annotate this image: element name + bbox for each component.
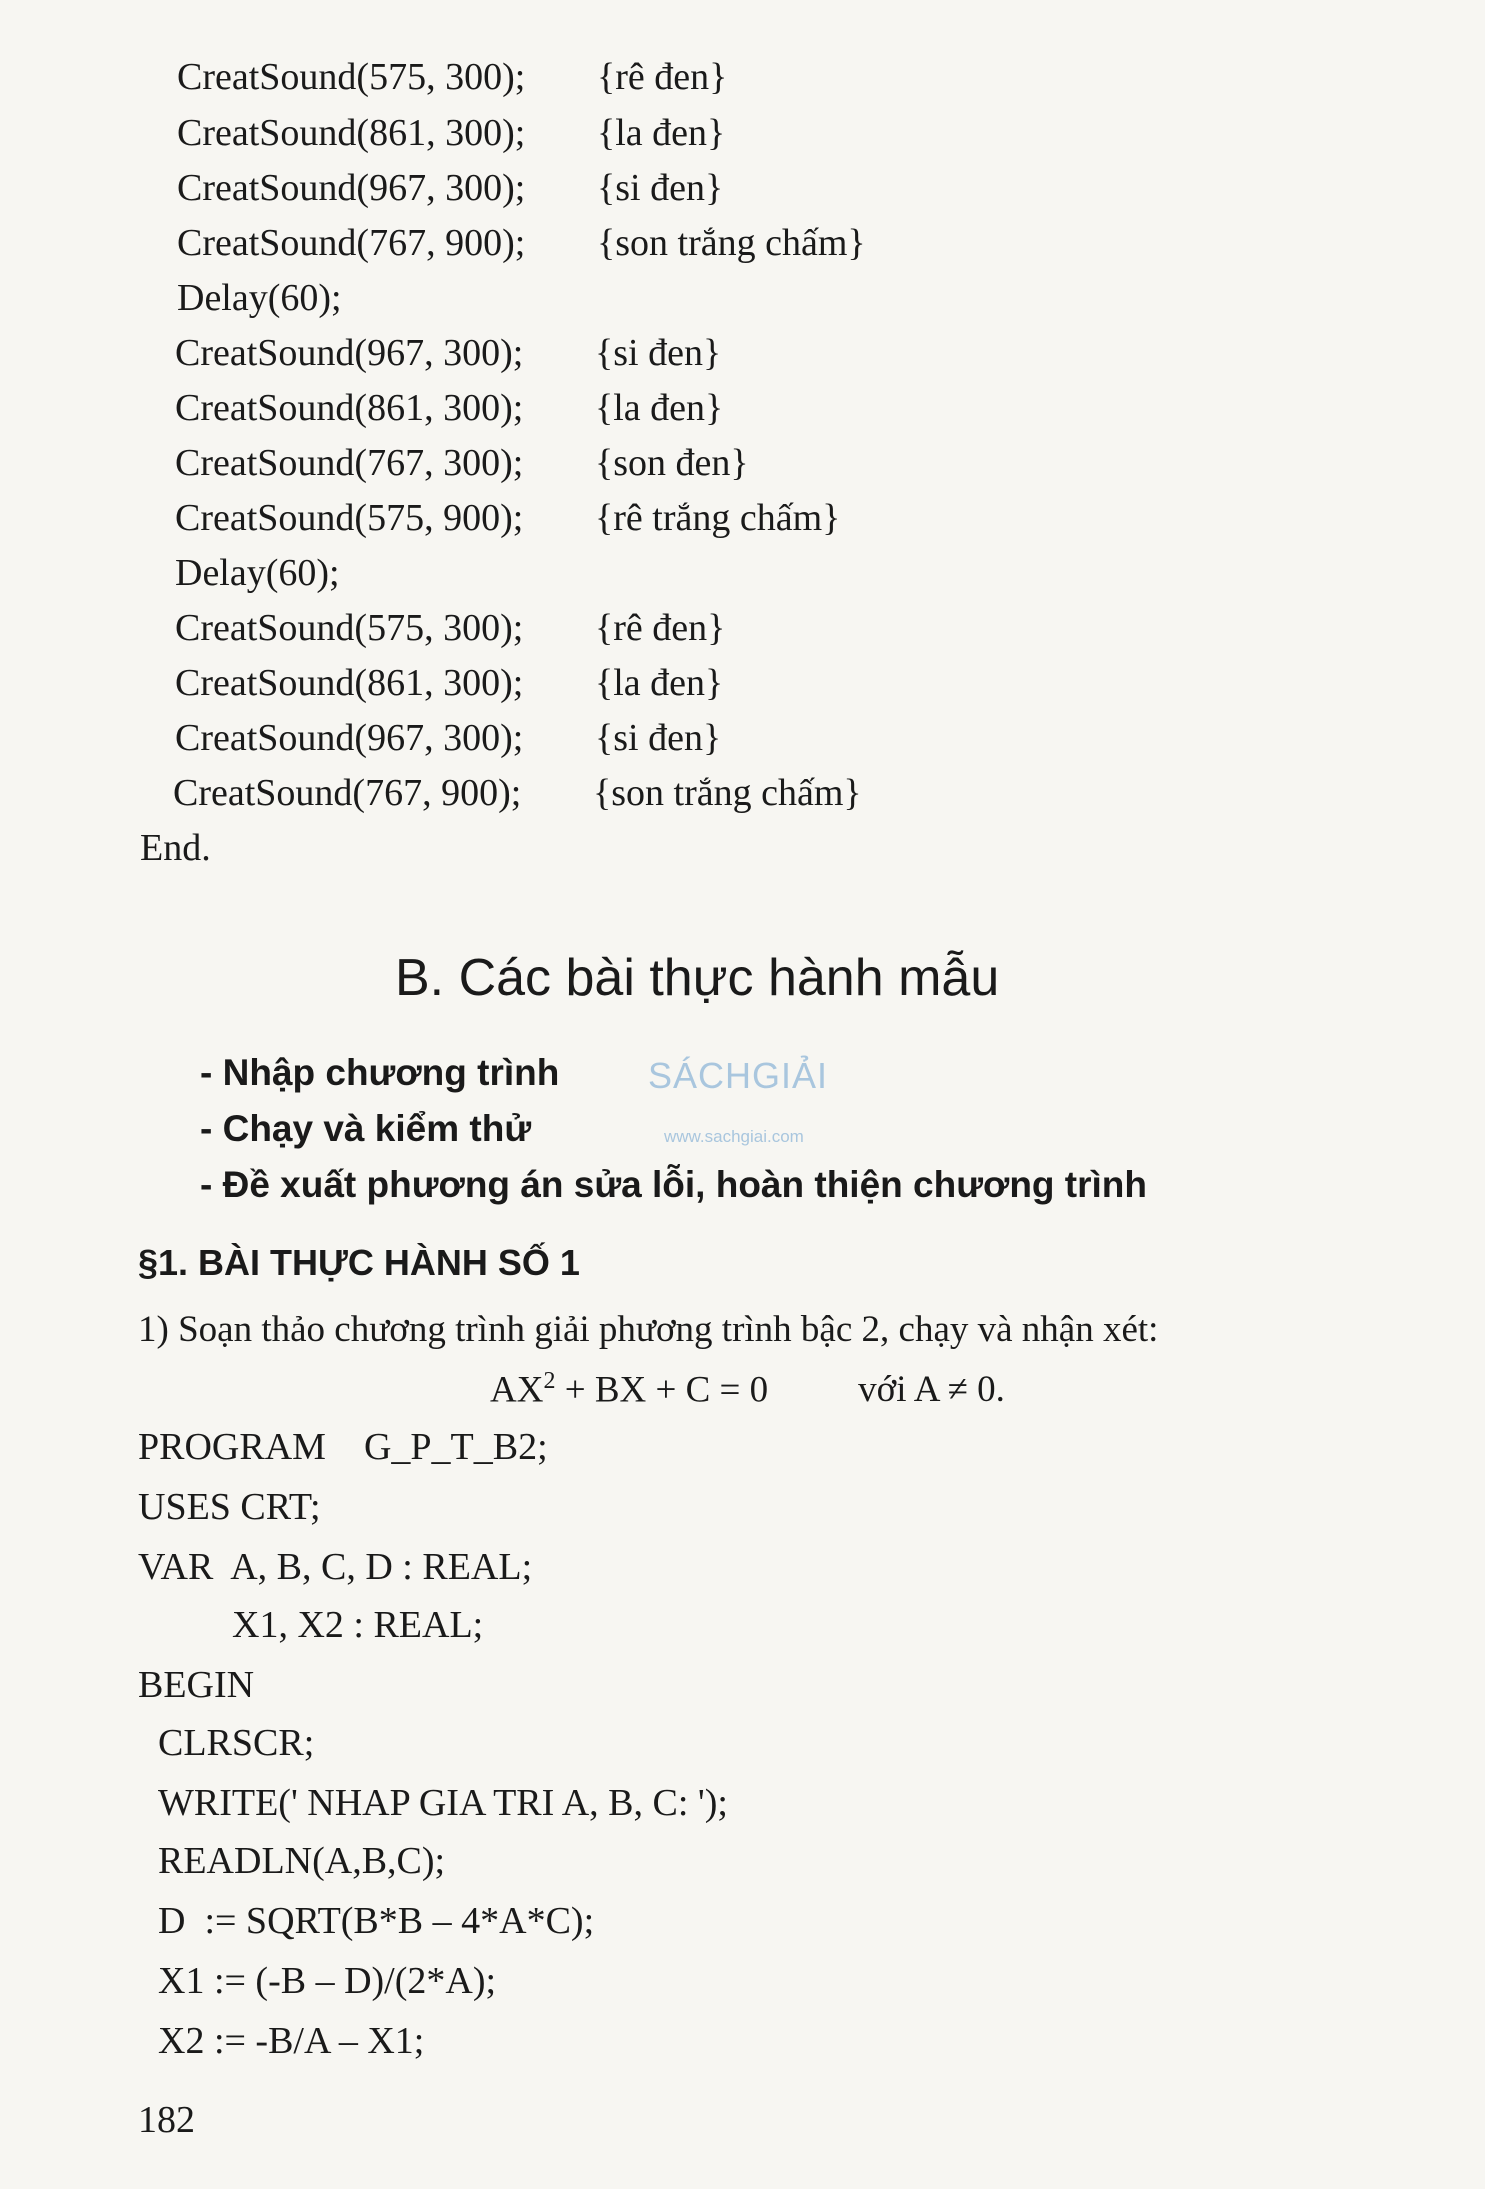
code-line: CreatSound(575, 900); {rê trắng chấm}: [175, 497, 841, 539]
code-line: CreatSound(767, 300); {son đen}: [175, 442, 749, 484]
code-line: VAR A, B, C, D : REAL;: [138, 1546, 533, 1588]
code-line: CreatSound(861, 300); {la đen}: [177, 112, 726, 154]
code-line: CLRSCR;: [158, 1722, 315, 1764]
code-line: CreatSound(767, 900); {son trắng chấm}: [177, 222, 866, 264]
watermark: [648, 1055, 858, 1155]
code-line: CreatSound(967, 300); {si đen}: [175, 332, 722, 374]
code-line: WRITE(' NHAP GIA TRI A, B, C: ');: [158, 1782, 728, 1824]
code-end: End.: [140, 827, 211, 869]
code-line: X1, X2 : REAL;: [232, 1604, 484, 1646]
code-line: BEGIN: [138, 1664, 255, 1706]
code-line: CreatSound(967, 300); {si đen}: [177, 167, 724, 209]
code-line: X1 := (-B – D)/(2*A);: [158, 1960, 497, 2002]
code-line: CreatSound(767, 900); {son trắng chấm}: [173, 772, 862, 814]
watermark-url: www.sachgiai.com: [664, 1127, 804, 1146]
code-line: X2 := -B/A – X1;: [158, 2020, 425, 2062]
code-line: D := SQRT(B*B – 4*A*C);: [158, 1900, 595, 1942]
code-line: CreatSound(861, 300); {la đen}: [175, 387, 724, 429]
bullet-item: - Nhập chương trình: [200, 1052, 560, 1093]
code-line: Delay(60);: [175, 552, 340, 594]
code-line: CreatSound(967, 300); {si đen}: [175, 717, 722, 759]
watermark-logo: SÁCHGIẢI: [648, 1055, 829, 1096]
code-line: Delay(60);: [177, 277, 342, 319]
exercise-heading: §1. BÀI THỰC HÀNH SỐ 1: [138, 1242, 580, 1283]
code-line: USES CRT;: [138, 1486, 321, 1528]
exercise-text: 1) Soạn thảo chương trình giải phương trình bậc 2, chạy và nhận xét:: [138, 1309, 1159, 1350]
bullet-item: - Chạy và kiểm thử: [200, 1108, 532, 1149]
equation: $AX^2$ + BX + C = 0 với A ≠ 0.: [490, 1368, 1005, 1411]
bullet-item: - Đề xuất phương án sửa lỗi, hoàn thiện chương trình: [200, 1164, 1148, 1205]
code-line: READLN(A,B,C);: [158, 1840, 446, 1882]
section-title: B. Các bài thực hành mẫu: [395, 949, 1000, 1007]
code-line: CreatSound(575, 300); {rê đen}: [175, 607, 726, 649]
page-number: 182: [138, 2099, 195, 2141]
code-line: CreatSound(575, 300); {rê đen}: [177, 56, 728, 98]
code-line: CreatSound(861, 300); {la đen}: [175, 662, 724, 704]
code-line: PROGRAM G_P_T_B2;: [138, 1426, 548, 1468]
